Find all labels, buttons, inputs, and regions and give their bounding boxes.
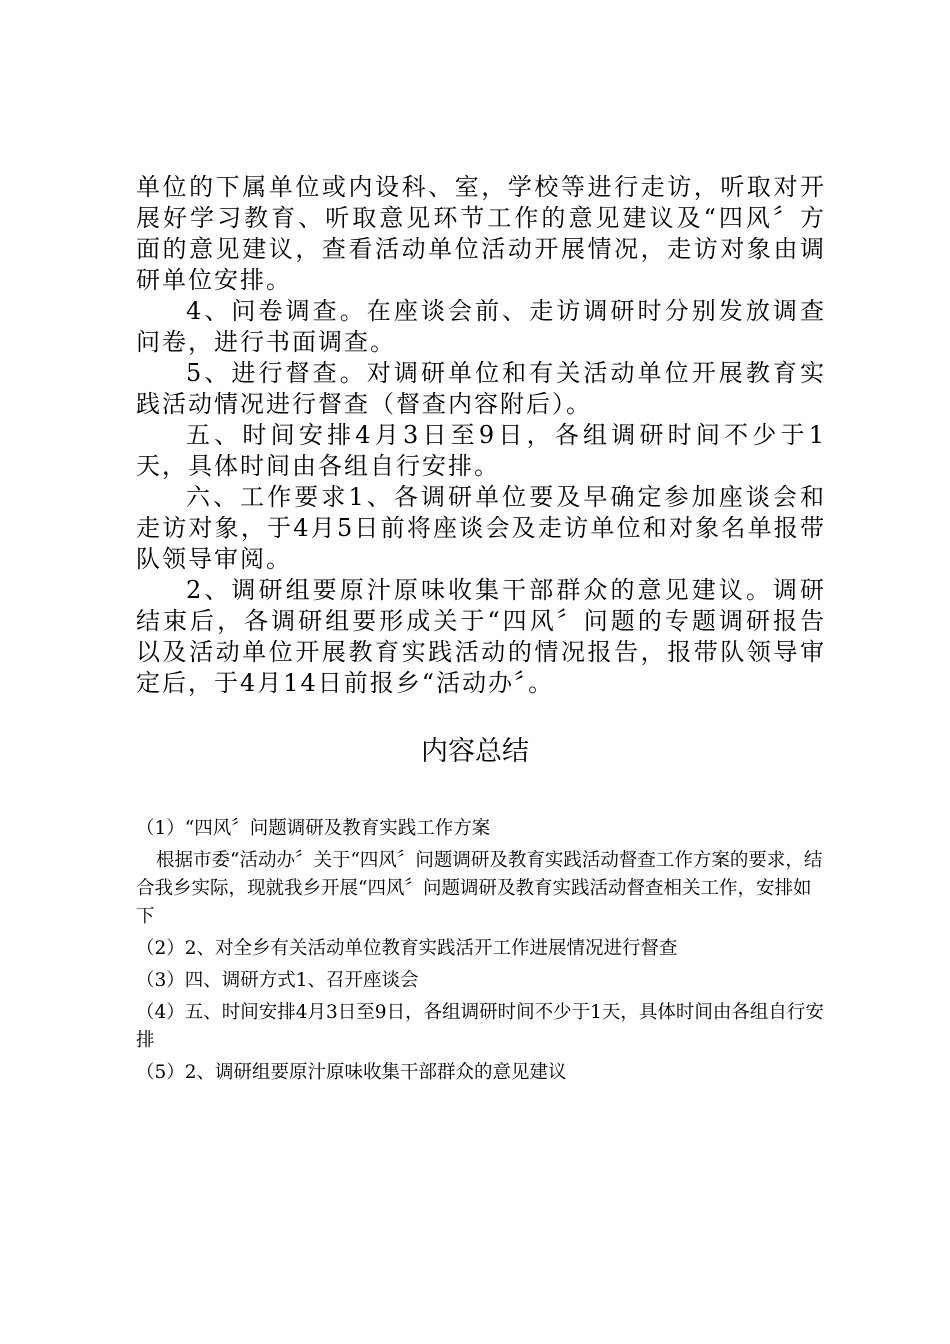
paragraph-continued: 单位的下属单位或内设科、室，学校等进行走访，听取对开展好学习教育、听取意见环节工作的意见建议及“四风〞方面的意见建议，查看活动单位活动开展情况，走访对象由调研单位安排。 bbox=[136, 173, 826, 294]
paragraph-supervision: 5、进行督查。对调研单位和有关活动单位开展教育实践活动情况进行督查（督查内容附后）。 bbox=[136, 359, 826, 418]
summary-item: 根据市委“活动办〞关于“四风〞问题调研及教育实践活动督查工作方案的要求，结合我乡实际，现就我乡开展“四风〞问题调研及教育实践活动督查相关工作，安排如下 bbox=[136, 850, 823, 927]
summary-item: （5）2、调研组要原汁原味收集干部群众的意见建议 bbox=[136, 1062, 567, 1083]
summary-item: （4）五、时间安排4月3日至9日，各组调研时间不少于1天，具体时间由各组自行安排 bbox=[136, 1002, 824, 1051]
paragraph-schedule: 五、时间安排4月3日至9日，各组调研时间不少于1天，具体时间由各组自行安排。 bbox=[136, 421, 826, 480]
paragraph-requirements: 六、工作要求1、各调研单位要及早确定参加座谈会和走访对象，于4月5日前将座谈会及走访单位和对象名单报带队领导审阅。 bbox=[136, 483, 826, 573]
paragraph-report: 2、调研组要原汁原味收集干部群众的意见建议。调研结束后，各调研组要形成关于“四风〞问题的专题调研报告以及活动单位开展教育实践活动的情况报告，报带队领导审定后，于4月14日前报乡“活动办〞。 bbox=[136, 576, 826, 697]
summary-item: （3）四、调研方式1、召开座谈会 bbox=[136, 970, 419, 991]
summary-item: （2）2、对全乡有关活动单位教育实践活开工作进展情况进行督查 bbox=[136, 938, 678, 959]
summary-list bbox=[136, 815, 826, 1091]
summary-title: 内容总结 bbox=[421, 736, 529, 767]
summary-item: （1）“四风〞问题调研及教育实践工作方案 bbox=[136, 818, 491, 839]
document-body bbox=[136, 172, 826, 699]
paragraph-questionnaire: 4、问卷调查。在座谈会前、走访调研时分别发放调查问卷，进行书面调查。 bbox=[136, 297, 826, 356]
